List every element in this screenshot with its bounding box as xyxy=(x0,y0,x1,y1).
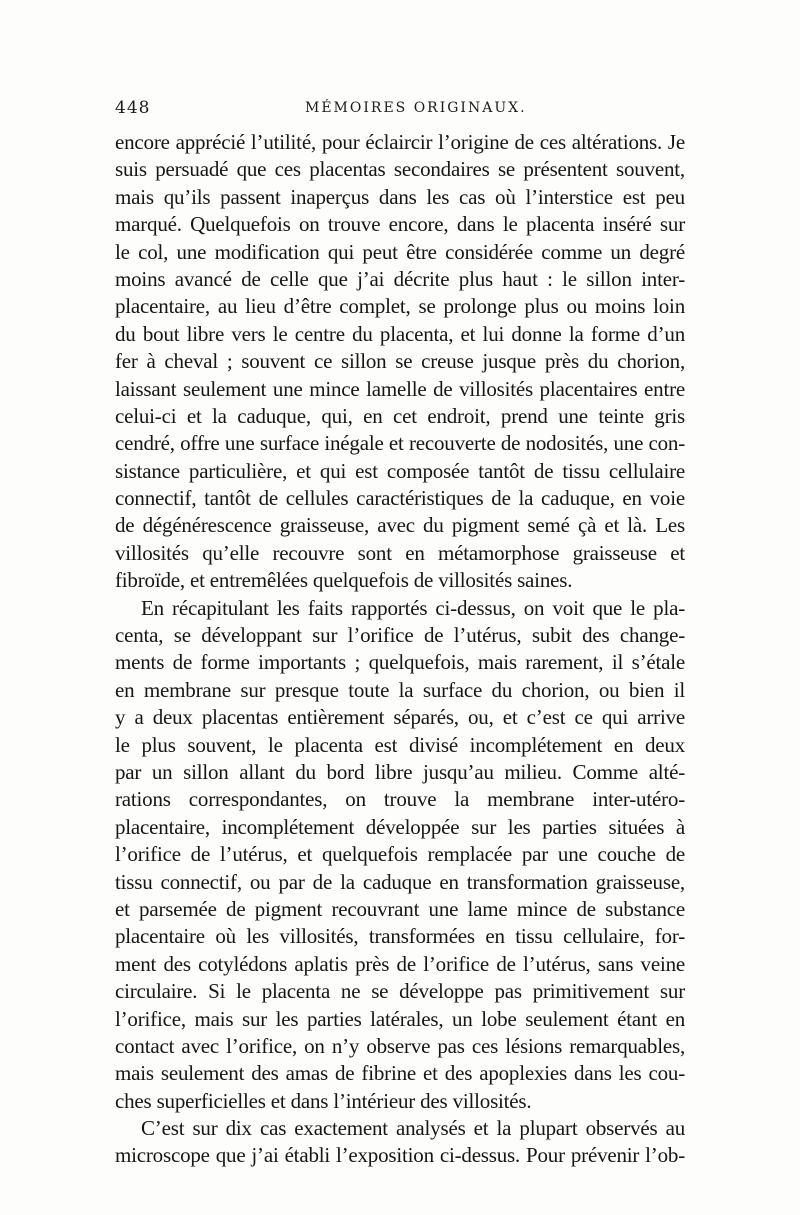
running-header xyxy=(115,98,683,128)
text-line: laissant seulement une mince lamelle de villosités placentaires entre xyxy=(115,376,685,401)
text-line: connectif, tantôt de cellules caractéristiques de la caduque, en voie xyxy=(115,486,685,511)
paragraph-end-line: ches superficielles et dans l’intérieur des villosités. xyxy=(115,1088,532,1113)
text-line: ment des cotylédons aplatis près de l’orifice de l’utérus, sans veine xyxy=(115,951,685,976)
body-text xyxy=(115,129,685,1170)
text-line: placentaire, incomplétement développée sur les parties situées à xyxy=(115,814,685,839)
text-line: ments de forme importants ; quelquefois, mais rarement, il s’étale xyxy=(115,650,685,675)
text-line: encore apprécié l’utilité, pour éclaircir l’origine de ces altérations. Je xyxy=(115,130,685,154)
text-line: de dégénérescence graisseuse, avec du pigment semé çà et là. Les xyxy=(115,513,685,538)
text-line: moins avancé de celle que j’ai décrite plus haut : le sillon inter- xyxy=(115,266,685,291)
text-line: fer à cheval ; souvent ce sillon se creuse jusque près du chorion, xyxy=(115,349,685,374)
text-line: l’orifice de l’utérus, et quelquefois remplacée par une couche de xyxy=(115,842,685,867)
text-line: par un sillon allant du bord libre jusqu’au milieu. Comme alté- xyxy=(115,759,685,784)
text-line: du bout libre vers le centre du placenta, et lui donne la forme d’un xyxy=(115,321,685,346)
text-line: centa, se développant sur l’orifice de l’utérus, subit des change- xyxy=(115,623,685,648)
text-line: tissu connectif, ou par de la caduque en transformation graisseuse, xyxy=(115,869,685,894)
text-line: microscope que j’ai établi l’exposition ci-dessus. Pour prévenir l’ob- xyxy=(115,1143,685,1168)
text-line: l’orifice, mais sur les parties latérales, un lobe seulement étant en xyxy=(115,1006,685,1031)
page-number: 448 xyxy=(115,98,151,118)
text-line: mais qu’ils passent inaperçus dans les cas où l’interstice est peu xyxy=(115,184,685,209)
text-line: cendré, offre une surface inégale et recouverte de nodosités, une con- xyxy=(115,431,685,456)
paragraph-end-line: fibroïde, et entremêlées quelquefois de villosités saines. xyxy=(115,568,573,593)
text-line: le plus souvent, le placenta est divisé incomplétement en deux xyxy=(115,732,685,757)
text-line: sistance particulière, et qui est composée tantôt de tissu cellulaire xyxy=(115,458,685,483)
text-line: villosités qu’elle recouvre sont en métamorphose graisseuse et xyxy=(115,540,685,565)
text-line: placentaire où les villosités, transformées en tissu cellulaire, for- xyxy=(115,924,685,949)
text-line: circulaire. Si le placenta ne se développe pas primitivement sur xyxy=(115,979,685,1004)
running-title: MÉMOIRES ORIGINAUX. xyxy=(305,100,527,116)
text-line: rations correspondantes, on trouve la membrane inter-utéro- xyxy=(115,787,685,812)
text-line: y a deux placentas entièrement séparés, ou, et c’est ce qui arrive xyxy=(115,705,685,730)
paragraph-start-line: En récapitulant les faits rapportés ci-dessus, on voit que le pla- xyxy=(141,595,685,620)
text-line: mais seulement des amas de fibrine et des apoplexies dans les cou- xyxy=(115,1061,685,1086)
paragraph-start-line: C’est sur dix cas exactement analysés et la plupart observés au xyxy=(141,1116,685,1141)
text-line: en membrane sur presque toute la surface du chorion, ou bien il xyxy=(115,677,685,702)
text-line: placentaire, au lieu d’être complet, se prolonge plus ou moins loin xyxy=(115,294,685,319)
text-line: et parsemée de pigment recouvrant une lame mince de substance xyxy=(115,896,685,921)
text-line: contact avec l’orifice, on n’y observe pas ces lésions remarquables, xyxy=(115,1033,685,1058)
text-line: marqué. Quelquefois on trouve encore, dans le placenta inséré sur xyxy=(115,212,685,237)
text-line: suis persuadé que ces placentas secondaires se présentent souvent, xyxy=(115,157,685,182)
text-line: le col, une modification qui peut être considérée comme un degré xyxy=(115,239,685,264)
text-line: celui-ci et la caduque, qui, en cet endroit, prend une teinte gris xyxy=(115,403,685,428)
